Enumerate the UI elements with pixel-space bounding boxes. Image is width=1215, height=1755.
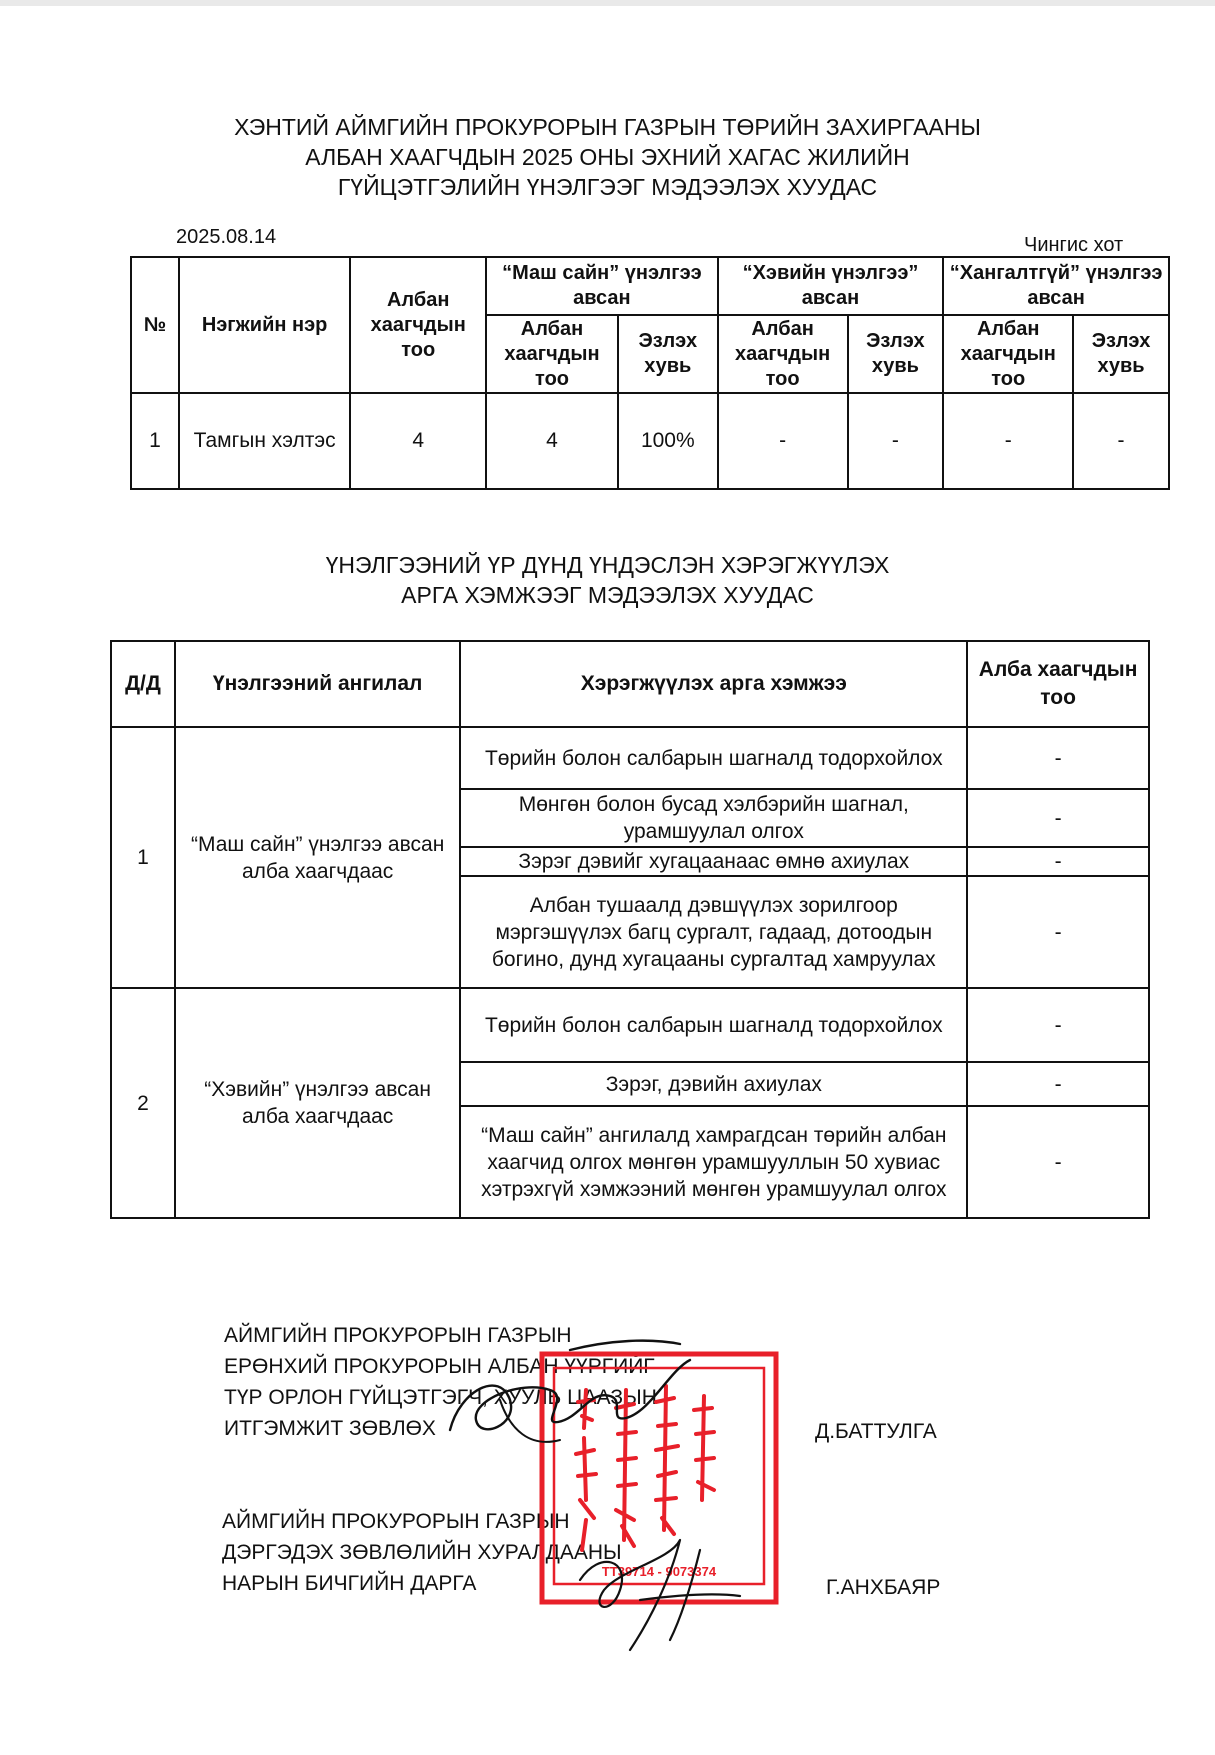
doc-title-line2: АЛБАН ХААГЧДЫН 2025 ОНЫ ЭХНИЙ ХАГАС ЖИЛИЙН (305, 144, 910, 170)
measure-count: - (967, 1062, 1149, 1106)
group-no: 2 (111, 988, 175, 1218)
group-no: 1 (111, 727, 175, 988)
row-norm-share: - (848, 393, 944, 489)
doc-city: Чингис хот (1024, 234, 1124, 256)
sub-count-header: Албан хаагчдын тоо (486, 315, 618, 393)
col-measure-header: Хэрэгжүүлэх арга хэмжээ (460, 641, 967, 727)
measures-table (110, 640, 1150, 1219)
group-normal-header: “Хэвийн үнэлгээ” авсан (718, 257, 944, 315)
sub-count-header: Албан хаагчдын тоо (943, 315, 1073, 393)
sig2-line2: ДЭРГЭДЭХ ЗӨВЛӨЛИЙН ХУРАЛДААНЫ (222, 1541, 622, 1564)
measure-text: Зэрэг дэвийг хугацаанаас өмнө ахиулах (460, 847, 967, 876)
sub-share-header: Эзлэх хувь (618, 315, 718, 393)
measure-text: Төрийн болон салбарын шагналд тодорхойлох (460, 727, 967, 789)
sub-share-header: Эзлэх хувь (848, 315, 944, 393)
signer-name-2: Г.АНХБАЯР (826, 1576, 941, 1599)
sub-share-header: Эзлэх хувь (1073, 315, 1169, 393)
col-no-header: № (131, 257, 179, 393)
measure-text: “Маш сайн” ангилалд хамрагдсан төрийн албан хаагчид олгох мөнгөн урамшууллын 50 хувиас хэтрэхгүй хэмжээний мөнгөн урамшуулал олгох (460, 1106, 967, 1218)
row-exc-share: 100% (618, 393, 718, 489)
col-staff-count-header: Алба хаагчдын тоо (967, 641, 1149, 727)
sig1-line1: АЙМГИЙН ПРОКУРОРЫН ГАЗРЫН (224, 1324, 572, 1347)
handwritten-signature-1 (440, 1330, 720, 1460)
subtitle-line2: АРГА ХЭМЖЭЭГ МЭДЭЭЛЭХ ХУУДАС (401, 582, 814, 608)
group-category: “Маш сайн” үнэлгээ авсан алба хаагчдаас (175, 727, 460, 988)
sub-count-header: Албан хаагчдын тоо (718, 315, 848, 393)
measure-count: - (967, 1106, 1149, 1218)
stamp-code-text: ТТ39714 - 9073374 (601, 1564, 717, 1579)
sig1-line3: ТҮР ОРЛОН ГҮЙЦЭТГЭГЧ, ХУУЛЬ ЦААЗЫН (224, 1386, 657, 1409)
sig2-line1: АЙМГИЙН ПРОКУРОРЫН ГАЗРЫН (222, 1510, 570, 1533)
row-exc-count: 4 (486, 393, 618, 489)
doc-date: 2025.08.14 (176, 226, 277, 248)
doc-title-line1: ХЭНТИЙ АЙМГИЙН ПРОКУРОРЫН ГАЗРЫН ТӨРИЙН ЗАХИРГААНЫ (234, 114, 981, 140)
table-row (111, 727, 1149, 789)
col-count-header: Албан хаагчдын тоо (350, 257, 486, 393)
table-row (111, 988, 1149, 1062)
measure-count: - (967, 847, 1149, 876)
measure-count: - (967, 876, 1149, 988)
row-no: 1 (131, 393, 179, 489)
signer-name-1: Д.БАТТУЛГА (815, 1420, 937, 1443)
col-dd-header: Д/Д (111, 641, 175, 727)
measure-text: Мөнгөн болон бусад хэлбэрийн шагнал, урамшуулал олгох (460, 789, 967, 847)
group-excellent-header: “Маш сайн” үнэлгээ авсан (486, 257, 718, 315)
measure-text: Төрийн болон салбарын шагналд тодорхойлох (460, 988, 967, 1062)
measure-count: - (967, 789, 1149, 847)
row-uns-share: - (1073, 393, 1169, 489)
row-uns-count: - (943, 393, 1073, 489)
row-unit: Тамгын хэлтэс (179, 393, 350, 489)
evaluation-table (130, 256, 1170, 490)
group-unsat-header: “Хангалтгүй” үнэлгээ авсан (943, 257, 1169, 315)
sig2-line3: НАРЫН БИЧГИЙН ДАРГА (222, 1572, 477, 1595)
col-unit-header: Нэгжийн нэр (179, 257, 350, 393)
measure-count: - (967, 988, 1149, 1062)
measure-count: - (967, 727, 1149, 789)
row-count: 4 (350, 393, 486, 489)
measure-text: Зэрэг, дэвийн ахиулах (460, 1062, 967, 1106)
scan-edge (0, 0, 1215, 6)
sig1-line2: ЕРӨНХИЙ ПРОКУРОРЫН АЛБАН ҮҮРГИЙГ (224, 1355, 655, 1378)
col-category-header: Үнэлгээний ангилал (175, 641, 460, 727)
row-norm-count: - (718, 393, 848, 489)
subtitle-line1: ҮНЭЛГЭЭНИЙ ҮР ДҮНД ҮНДЭСЛЭН ХЭРЭГЖҮҮЛЭХ (325, 552, 890, 578)
handwritten-signature-2 (560, 1520, 760, 1660)
sig1-line4: ИТГЭМЖИТ ЗӨВЛӨХ (224, 1417, 436, 1440)
doc-title-line3: ГҮЙЦЭТГЭЛИЙН ҮНЭЛГЭЭГ МЭДЭЭЛЭХ ХУУДАС (337, 174, 878, 200)
group-category: “Хэвийн” үнэлгээ авсан алба хаагчдаас (175, 988, 460, 1218)
table-row (131, 393, 1169, 489)
measure-text: Албан тушаалд дэвшүүлэх зорилгоор мэргэшүүлэх багц сургалт, гадаад, дотоодын богино, дунд хугацааны сургалтад хамруулах (460, 876, 967, 988)
